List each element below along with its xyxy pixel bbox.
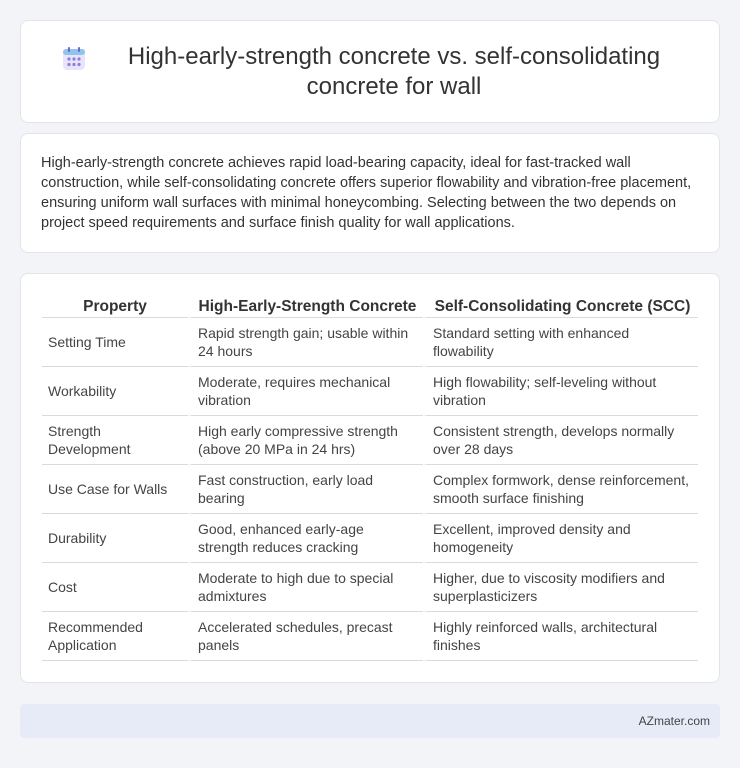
row-property: Use Case for Walls <box>42 465 188 514</box>
row-scc-value: Highly reinforced walls, architectural finishes <box>423 612 698 661</box>
header-high-early-strength: High-Early-Strength Concrete <box>188 294 423 318</box>
table-row <box>42 465 698 514</box>
table-row <box>42 612 698 661</box>
row-property: Cost <box>42 563 188 612</box>
row-property: Durability <box>42 514 188 563</box>
row-scc-value: Standard setting with enhanced flowability <box>423 318 698 367</box>
table-row <box>42 318 698 367</box>
page-title: High-early-strength concrete vs. self-consolidating concrete for wall <box>127 42 661 100</box>
row-hes-value: Moderate to high due to special admixtures <box>188 563 423 612</box>
row-hes-value: Accelerated schedules, precast panels <box>188 612 423 661</box>
row-property: Strength Development <box>42 416 188 465</box>
title-wrap <box>21 42 719 102</box>
table-row <box>42 514 698 563</box>
table-header-row <box>42 294 698 318</box>
row-property: Recommended Application <box>42 612 188 661</box>
title-card <box>20 20 720 123</box>
row-hes-value: High early compressive strength (above 20 MPa in 24 hrs) <box>188 416 423 465</box>
header-property: Property <box>42 294 188 318</box>
footer-bar <box>20 704 720 738</box>
row-property: Workability <box>42 367 188 416</box>
row-hes-value: Moderate, requires mechanical vibration <box>188 367 423 416</box>
table-row <box>42 367 698 416</box>
row-hes-value: Fast construction, early load bearing <box>188 465 423 514</box>
row-scc-value: High flowability; self-leveling without vibration <box>423 367 698 416</box>
calendar-icon <box>61 46 87 72</box>
footer-site-link[interactable]: AZmater.com <box>638 714 710 728</box>
table-row <box>42 416 698 465</box>
row-property: Setting Time <box>42 318 188 367</box>
row-hes-value: Rapid strength gain; usable within 24 hours <box>188 318 423 367</box>
comparison-card <box>20 273 720 683</box>
row-hes-value: Good, enhanced early-age strength reduces cracking <box>188 514 423 563</box>
row-scc-value: Excellent, improved density and homogeneity <box>423 514 698 563</box>
intro-paragraph: High-early-strength concrete achieves rapid load-bearing capacity, ideal for fast-tracked wall construction, while self-consolidating concrete offers superior flowability and vibration-free placement, ensuring uniform wall surfaces with minimal honeycombing. Selecting between the two depends on project speed requirements and surface finish quality for wall applications. <box>41 155 692 231</box>
row-scc-value: Complex formwork, dense reinforcement, smooth surface finishing <box>423 465 698 514</box>
comparison-table <box>42 294 698 661</box>
row-scc-value: Higher, due to viscosity modifiers and superplasticizers <box>423 563 698 612</box>
table-row <box>42 563 698 612</box>
header-self-consolidating: Self-Consolidating Concrete (SCC) <box>423 294 698 318</box>
intro-card <box>20 133 720 253</box>
row-scc-value: Consistent strength, develops normally over 28 days <box>423 416 698 465</box>
